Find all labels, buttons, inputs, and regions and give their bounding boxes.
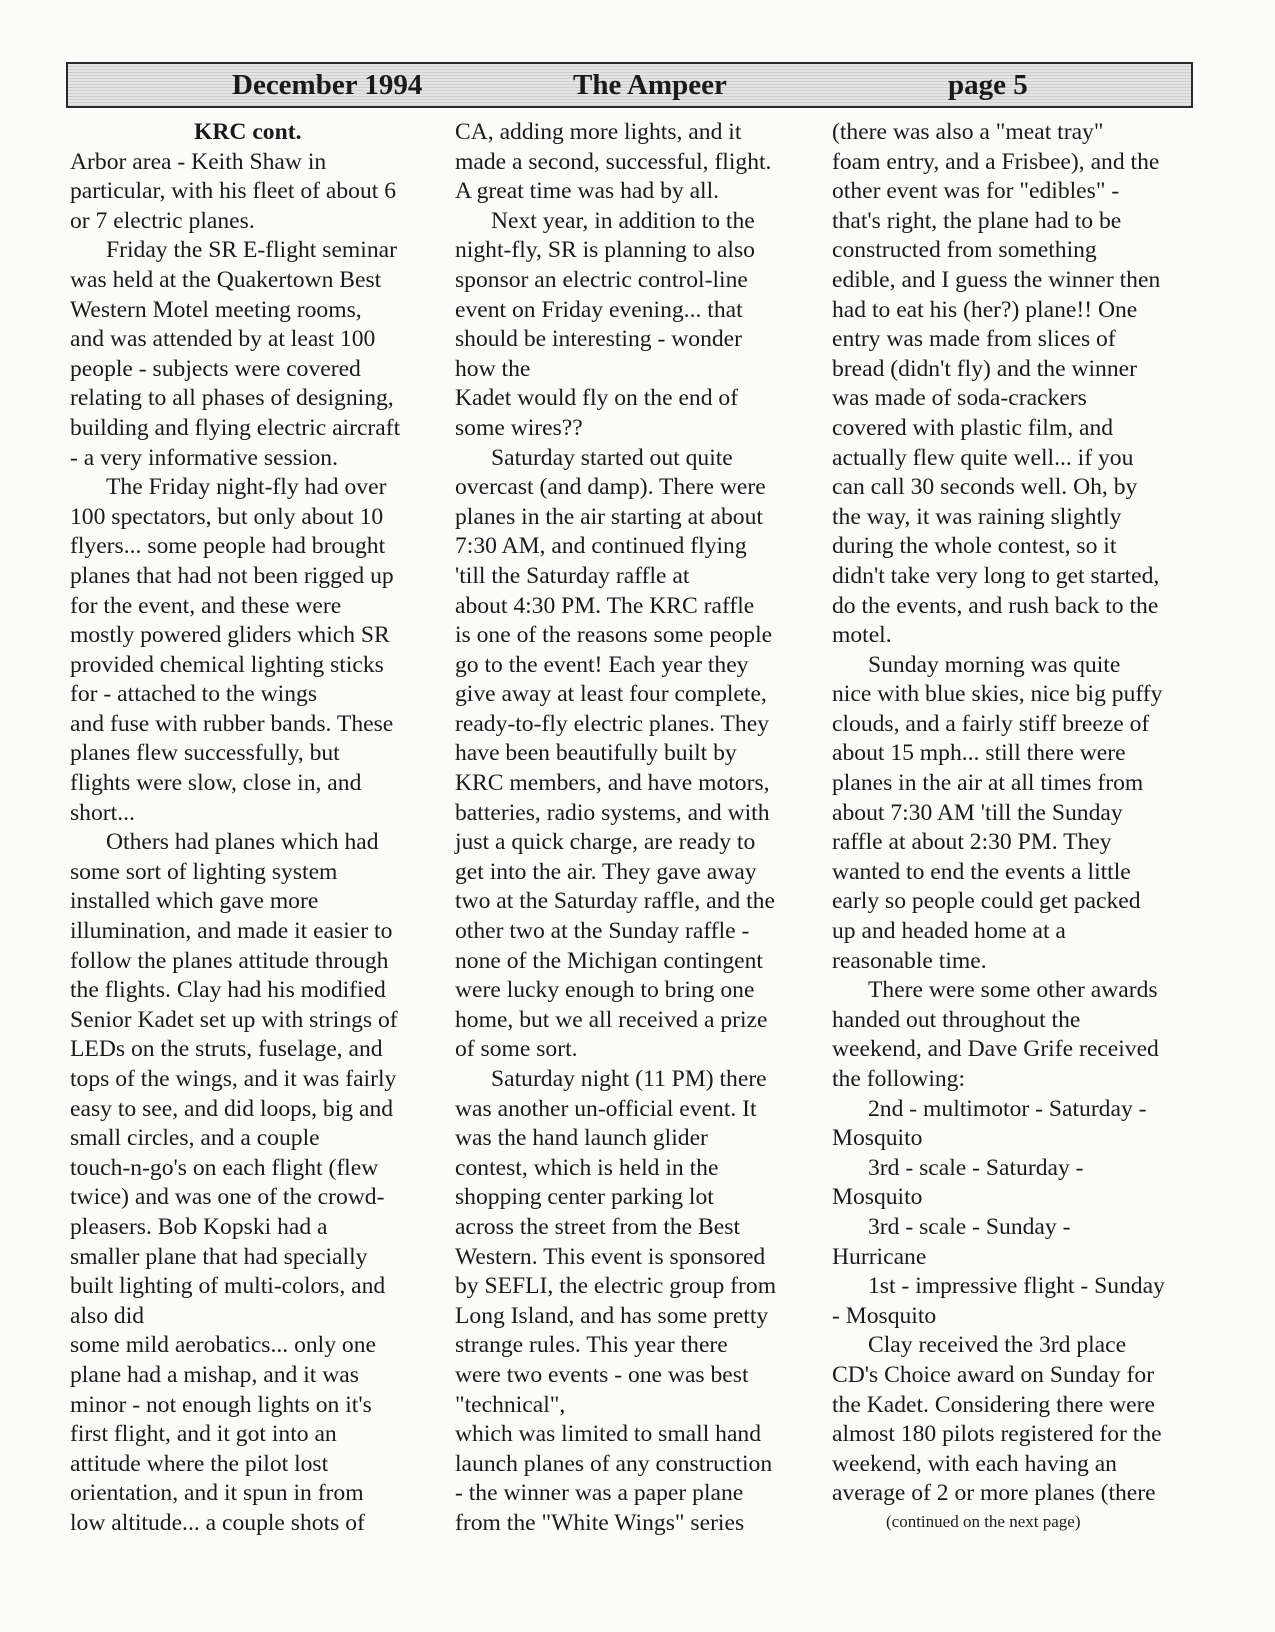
text-line: built lighting of multi-colors, and — [70, 1273, 386, 1300]
text-line: attitude where the pilot lost — [70, 1450, 329, 1477]
text-line: also did — [70, 1302, 145, 1329]
text-line: can call 30 seconds well. Oh, by — [832, 474, 1138, 501]
text-line: the way, it was raining slightly — [832, 503, 1122, 530]
text-line: constructed from something — [832, 237, 1097, 264]
text-line: event on Friday evening... that — [455, 296, 743, 323]
text-line: across the street from the Best — [455, 1213, 741, 1240]
text-line: planes in the air at all times from — [832, 770, 1144, 797]
text-line: easy to see, and did loops, big and — [70, 1095, 394, 1122]
text-line: by SEFLI, the electric group from — [455, 1273, 777, 1300]
text-line: Friday the SR E-flight seminar — [106, 237, 397, 264]
text-line: contest, which is held in the — [455, 1154, 719, 1181]
text-line: how the — [455, 355, 531, 382]
text-line: Mosquito — [832, 1184, 923, 1211]
text-line: was held at the Quakertown Best — [70, 266, 382, 293]
text-line: didn't take very long to get started, — [832, 562, 1160, 589]
text-line: 'till the Saturday raffle at — [455, 562, 690, 589]
text-line: have been beautifully built by — [455, 740, 737, 767]
text-line: minor - not enough lights on it's — [70, 1391, 372, 1418]
header-title: The Ampeer — [573, 69, 727, 101]
text-line: Saturday night (11 PM) there — [491, 1066, 767, 1092]
text-line: ready-to-fly electric planes. They — [455, 710, 769, 737]
text-line: other two at the Sunday raffle - — [455, 918, 750, 945]
text-line: entry was made from slices of — [832, 326, 1116, 353]
text-line: weekend, and Dave Grife received — [832, 1036, 1159, 1063]
text-line: Senior Kadet set up with strings of — [70, 1006, 398, 1033]
text-line: reasonable time. — [832, 947, 987, 974]
text-line: 3rd - scale - Saturday - — [868, 1154, 1084, 1181]
text-line: mostly powered gliders which SR — [70, 622, 390, 649]
text-line: particular, with his fleet of about 6 — [70, 178, 396, 205]
text-line: from the "White Wings" series — [455, 1509, 745, 1536]
text-line: almost 180 pilots registered for the — [832, 1421, 1162, 1448]
text-line: - the winner was a paper plane — [455, 1480, 744, 1507]
text-line: short... — [70, 799, 135, 826]
text-line: were two events - one was best — [455, 1361, 749, 1388]
text-line: up and headed home at a — [832, 918, 1066, 945]
text-line: pleasers. Bob Kopski had a — [70, 1213, 328, 1240]
text-line: Long Island, and has some pretty — [455, 1302, 769, 1329]
text-line: smaller plane that had specially — [70, 1243, 368, 1270]
text-line: flyers... some people had brought — [70, 533, 386, 560]
text-line: or 7 electric planes. — [70, 207, 255, 234]
text-line: installed which gave more — [70, 888, 319, 915]
text-line: get into the air. They gave away — [455, 858, 757, 885]
text-line: 1st - impressive flight - Sunday — [868, 1273, 1165, 1300]
text-line: weekend, with each having an — [832, 1450, 1117, 1477]
text-line: go to the event! Each year they — [455, 651, 749, 678]
continued-note: (continued on the next page) — [886, 1512, 1081, 1531]
text-line: average of 2 or more planes (there — [832, 1480, 1156, 1507]
text-line: orientation, and it spun in from — [70, 1480, 364, 1507]
section-subheading: KRC cont. — [194, 119, 302, 145]
text-line: Next year, in addition to the — [491, 207, 755, 234]
text-line: Others had planes which had — [106, 829, 379, 856]
article-column-1 — [70, 118, 430, 1539]
text-line: "technical", — [455, 1391, 566, 1418]
article-column-2 — [455, 118, 815, 1539]
text-line: flights were slow, close in, and — [70, 770, 362, 797]
text-line: Western Motel meeting rooms, — [70, 296, 362, 323]
text-line: Saturday started out quite — [491, 444, 733, 471]
text-line: KRC members, and have motors, — [455, 770, 770, 797]
text-line: some wires?? — [455, 414, 583, 441]
text-line: covered with plastic film, and — [832, 414, 1114, 441]
text-line: 100 spectators, but only about 10 — [70, 503, 384, 530]
text-line: Western. This event is sponsored — [455, 1243, 766, 1270]
text-line: do the events, and rush back to the — [832, 592, 1159, 619]
text-line: CA, adding more lights, and it — [455, 119, 742, 145]
text-line: wanted to end the events a little — [832, 858, 1131, 885]
text-line: small circles, and a couple — [70, 1125, 320, 1152]
text-line: Hurricane — [832, 1243, 927, 1270]
text-line: made a second, successful, flight. — [455, 148, 772, 175]
text-line: bread (didn't fly) and the winner — [832, 355, 1137, 382]
text-line: shopping center parking lot — [455, 1184, 714, 1211]
text-line: and fuse with rubber bands. These — [70, 710, 394, 737]
text-line: low altitude... a couple shots of — [70, 1509, 365, 1536]
text-line: LEDs on the struts, fuselage, and — [70, 1036, 383, 1063]
text-line: give away at least four complete, — [455, 681, 767, 708]
text-line: about 4:30 PM. The KRC raffle — [455, 592, 755, 619]
text-line: twice) and was one of the crowd- — [70, 1184, 385, 1211]
text-line: 2nd - multimotor - Saturday - — [868, 1095, 1147, 1122]
text-line: A great time was had by all. — [455, 178, 720, 205]
text-line: Kadet would fly on the end of — [455, 385, 739, 412]
text-line: launch planes of any construction — [455, 1450, 773, 1477]
text-line: early so people could get packed — [832, 888, 1141, 915]
text-line: raffle at about 2:30 PM. They — [832, 829, 1112, 856]
text-line: (there was also a "meat tray" — [832, 119, 1104, 145]
text-line: that's right, the plane had to be — [832, 207, 1122, 234]
text-line: illumination, and made it easier to — [70, 918, 393, 945]
text-line: The Friday night-fly had over — [106, 474, 387, 501]
text-line: and was attended by at least 100 — [70, 326, 376, 353]
text-line: for the event, and these were — [70, 592, 342, 619]
text-line: handed out throughout the — [832, 1006, 1081, 1033]
text-line: should be interesting - wonder — [455, 326, 742, 353]
text-line: for - attached to the wings — [70, 681, 317, 708]
text-line: overcast (and damp). There were — [455, 474, 766, 501]
page-header — [66, 62, 1193, 108]
text-line: Mosquito — [832, 1125, 923, 1152]
text-line: night-fly, SR is planning to also — [455, 237, 755, 264]
text-line: tops of the wings, and it was fairly — [70, 1066, 397, 1092]
text-line: none of the Michigan contingent — [455, 947, 763, 974]
text-line: home, but we all received a prize — [455, 1006, 768, 1033]
text-line: building and flying electric aircraft — [70, 414, 401, 441]
text-line: follow the planes attitude through — [70, 947, 389, 974]
text-line: other event was for "edibles" - — [832, 178, 1120, 205]
text-line: CD's Choice award on Sunday for — [832, 1361, 1155, 1388]
text-line: motel. — [832, 622, 892, 649]
text-line: two at the Saturday raffle, and the — [455, 888, 775, 915]
text-line: first flight, and it got into an — [70, 1421, 337, 1448]
text-line: clouds, and a fairly stiff breeze of — [832, 710, 1150, 737]
text-line: planes flew successfully, but — [70, 740, 340, 767]
text-line: some mild aerobatics... only one — [70, 1332, 376, 1359]
text-line: planes that had not been rigged up — [70, 562, 394, 589]
text-line: batteries, radio systems, and with — [455, 799, 770, 826]
text-line: people - subjects were covered — [70, 355, 361, 382]
article-column-3 — [832, 118, 1192, 1509]
text-line: during the whole contest, so it — [832, 533, 1117, 560]
text-line: some sort of lighting system — [70, 858, 338, 885]
text-line: about 15 mph... still there were — [832, 740, 1126, 767]
text-line: the flights. Clay had his modified — [70, 977, 386, 1004]
text-line: Clay received the 3rd place — [868, 1332, 1127, 1359]
text-line: relating to all phases of designing, — [70, 385, 394, 412]
text-line: There were some other awards — [868, 977, 1158, 1004]
text-line: was made of soda-crackers — [832, 385, 1087, 412]
header-page-number: page 5 — [948, 69, 1028, 101]
text-line: plane had a mishap, and it was — [70, 1361, 359, 1388]
text-line: touch-n-go's on each flight (flew — [70, 1154, 379, 1181]
text-line: strange rules. This year there — [455, 1332, 728, 1359]
text-line: were lucky enough to bring one — [455, 977, 755, 1004]
text-line: the Kadet. Considering there were — [832, 1391, 1155, 1418]
text-line: of some sort. — [455, 1036, 578, 1063]
text-line: Arbor area - Keith Shaw in — [70, 148, 327, 175]
text-line: actually flew quite well... if you — [832, 444, 1134, 471]
text-line: Sunday morning was quite — [868, 651, 1121, 678]
text-line: foam entry, and a Frisbee), and the — [832, 148, 1160, 175]
text-line: about 7:30 AM 'till the Sunday — [832, 799, 1123, 826]
text-line: provided chemical lighting sticks — [70, 651, 384, 678]
text-line: just a quick charge, are ready to — [455, 829, 756, 856]
text-line: sponsor an electric control-line — [455, 266, 748, 293]
text-line: had to eat his (her?) plane!! One — [832, 296, 1138, 323]
text-line: nice with blue skies, nice big puffy — [832, 681, 1163, 708]
text-line: which was limited to small hand — [455, 1421, 762, 1448]
text-line: was the hand launch glider — [455, 1125, 708, 1152]
text-line: 7:30 AM, and continued flying — [455, 533, 747, 560]
text-line: 3rd - scale - Sunday - — [868, 1213, 1071, 1240]
header-date: December 1994 — [232, 69, 423, 101]
text-line: - a very informative session. — [70, 444, 338, 471]
text-line: the following: — [832, 1066, 966, 1092]
text-line: is one of the reasons some people — [455, 622, 773, 649]
text-line: edible, and I guess the winner then — [832, 266, 1161, 293]
text-line: planes in the air starting at about — [455, 503, 763, 530]
text-line: - Mosquito — [832, 1302, 937, 1329]
text-line: was another un-official event. It — [455, 1095, 757, 1122]
